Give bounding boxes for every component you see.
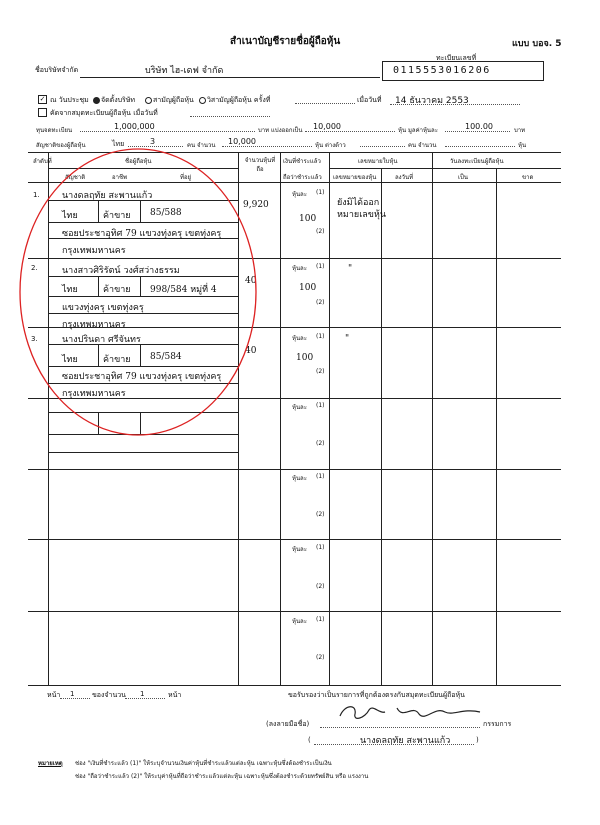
signature: [335, 700, 495, 724]
row3-occupation: ค้าขาย: [103, 355, 131, 365]
row2-mark2: (2): [316, 299, 325, 306]
meeting-date: 14 ธันวาคม 2553: [395, 96, 469, 106]
foreign-label: หุ้น ต่างด้าว: [315, 142, 346, 149]
row2-paid: 100: [299, 283, 317, 293]
sign-dots: [320, 727, 480, 728]
row1-cert-2: หมายเลขหุ้น: [337, 210, 387, 220]
signer-open-paren: (: [308, 736, 311, 744]
signer-name: นางดลฤทัย สะพานแก้ว: [360, 736, 451, 746]
col-occ-header: อาชีพ: [112, 174, 127, 181]
row1-province: กรุงเทพมหานคร: [62, 246, 126, 256]
row7-mark1: (1): [316, 616, 325, 623]
row1-occupation: ค้าขาย: [103, 211, 131, 221]
col-paid-header: เงินที่ชำระแล้ว: [283, 158, 321, 165]
reg-no: 0115553016206: [393, 65, 491, 76]
form-title: สำเนาบัญชีรายชื่อผู้ถือหุ้น: [230, 36, 341, 47]
persons-count-label-2: คน จำนวน: [408, 142, 437, 149]
col-reg-in-header: เป็น: [458, 174, 468, 181]
note-2: ช่อง "ถือว่าชำระแล้ว (2)" ให้ระบุค่าหุ้นที่ถือว่าชำระแล้วแต่ละหุ้น เฉพาะหุ้นซึ่งต้องชำระด้วยทรัพย์สิน หรือ แรงงาน: [75, 773, 369, 780]
row1-cert: ยังมิได้ออก: [337, 198, 380, 208]
page-total-label: ของจำนวน: [92, 691, 126, 699]
row6-per-share: หุ้นละ: [292, 546, 307, 553]
par-label: หุ้น มูลค่าหุ้นละ: [398, 127, 438, 134]
col-cert-date-header: ลงวันที่: [395, 174, 414, 181]
option-extraordinary-label: วิสามัญผู้ถือหุ้น ครั้งที่: [207, 96, 271, 104]
row2-mark1: (1): [316, 263, 325, 270]
row2-per-share: หุ้นละ: [292, 265, 307, 272]
row3-cert: ": [345, 334, 350, 344]
row2-no: 2.: [31, 264, 38, 272]
row1-shares: 9,920: [243, 200, 269, 210]
row4-per-share: หุ้นละ: [292, 404, 307, 411]
row2-shares: 40: [245, 276, 257, 286]
row3-mark1: (1): [316, 333, 325, 340]
col-cert-header: เลขหมายใบหุ้น: [358, 158, 398, 165]
nationality-label: สัญชาติของผู้ถือหุ้น: [36, 142, 86, 149]
col-addr-header: ที่อยู่: [180, 174, 192, 181]
signer-close-paren: ): [476, 736, 479, 744]
page-dots: [60, 698, 90, 699]
extract-label: คัดจากสมุดทะเบียนผู้ถือหุ้น เมื่อวันที่: [50, 109, 158, 117]
persons-count-label: คน จำนวน: [187, 142, 216, 149]
company-label: ชื่อบริษัทจำกัด: [35, 66, 79, 74]
row3-province: กรุงเทพมหานคร: [62, 389, 126, 399]
page-total-dots: [125, 698, 165, 699]
col-shares-header: จำนวนหุ้นที่ถือ: [244, 157, 276, 173]
par-value: 100.00: [465, 122, 493, 131]
col-cert-no-header: เลขหมายของหุ้น: [333, 174, 377, 181]
row2-name: นางสาวศิริรัตน์ วงศ์สว่างธรรม: [62, 266, 180, 276]
reg-capital-label: ทุนจดทะเบียน: [36, 127, 73, 134]
note-label: หมายเหตุ: [38, 760, 63, 767]
note-1: ช่อง "เงินที่ชำระแล้ว (1)" ให้ระบุจำนวนเงินค่าหุ้นที่ชำระแล้วแต่ละหุ้น เฉพาะหุ้นซึ่งต้องชำระเป็นเงิน: [75, 760, 332, 767]
row1-address-no: 85/588: [150, 208, 182, 218]
row2-province: กรุงเทพมหานคร: [62, 320, 126, 330]
row1-mark2: (2): [316, 228, 325, 235]
total-shares-value: 10,000: [313, 122, 341, 131]
row6-mark2: (2): [316, 583, 325, 590]
baht-split-label: บาท แบ่งออกเป็น: [258, 127, 303, 134]
row1-per-share: หุ้นละ: [292, 191, 307, 198]
row1-name: นางดลฤทัย สะพานแก้ว: [62, 191, 153, 201]
option-meeting-label: ณ วันประชุม: [50, 96, 89, 104]
row1-mark1: (1): [316, 189, 325, 196]
page-total: 1: [140, 690, 145, 698]
row3-per-share: หุ้นละ: [292, 335, 307, 342]
form-code: แบบ บอจ. 5: [512, 39, 562, 49]
certify-text: ขอรับรองว่าเป็นรายการที่ถูกต้องตรงกับสมุดทะเบียนผู้ถือหุ้น: [288, 691, 465, 699]
date-label: เมื่อวันที่: [357, 96, 382, 104]
row3-no: 3.: [31, 335, 38, 343]
checkbox-meeting[interactable]: ✓: [39, 95, 46, 103]
row7-per-share: หุ้นละ: [292, 618, 307, 625]
col-reg-header: วันลงทะเบียนผู้ถือหุ้น: [450, 158, 504, 165]
page-label: หน้า: [47, 691, 61, 699]
signer-dots: [314, 744, 474, 745]
row5-mark2: (2): [316, 511, 325, 518]
col-paid-sub-header: ถือว่าชำระแล้ว: [283, 174, 322, 181]
option-ordinary-label: สามัญผู้ถือหุ้น: [153, 96, 194, 104]
row2-address-no: 998/584 หมู่ที่ 4: [150, 285, 217, 295]
row3-address: ซอยประชาอุทิศ 79 แขวงทุ่งครุ เขตทุ่งครุ: [62, 372, 222, 382]
row1-nationality: ไทย: [62, 211, 78, 221]
row3-paid: 100: [296, 353, 314, 363]
row1-paid: 100: [299, 214, 317, 224]
thai-label: ไทย: [112, 140, 125, 148]
col-no-header: ลำดับที่: [33, 158, 52, 165]
row4-mark2: (2): [316, 440, 325, 447]
row7-mark2: (2): [316, 654, 325, 661]
reg-no-label: ทะเบียนเลขที่: [436, 54, 477, 62]
row2-nationality: ไทย: [62, 285, 78, 295]
col-nat-header: สัญชาติ: [65, 174, 86, 181]
col-name-header: ชื่อผู้ถือหุ้น: [125, 158, 152, 165]
row2-address: แขวงทุ่งครุ เขตทุ่งครุ: [62, 303, 144, 313]
page-number: 1: [70, 690, 75, 698]
thai-persons: 3: [150, 137, 156, 146]
shares-unit-label: หุ้น: [518, 142, 527, 149]
row4-mark1: (1): [316, 402, 325, 409]
row5-per-share: หุ้นละ: [292, 475, 307, 482]
company-name: บริษัท ไฮ-เดฟ จำกัด: [145, 66, 224, 76]
row3-address-no: 85/584: [150, 352, 182, 362]
sign-label: (ลงลายมือชื่อ): [266, 720, 310, 728]
row1-no: 1.: [33, 191, 40, 199]
row3-mark2: (2): [316, 368, 325, 375]
option-establish-label: จัดตั้งบริษัท: [101, 96, 136, 104]
page-suffix: หน้า: [168, 691, 182, 699]
director-label: กรรมการ: [483, 720, 512, 728]
row2-cert: ": [348, 264, 353, 274]
baht-label: บาท: [514, 127, 526, 134]
row1-address: ซอยประชาอุทิศ 79 แขวงทุ่งครุ เขตทุ่งครุ: [62, 229, 222, 239]
reg-capital-value: 1,000,000: [114, 122, 155, 131]
row2-occupation: ค้าขาย: [103, 285, 131, 295]
col-reg-out-header: ขาด: [522, 174, 534, 181]
row3-shares: 40: [245, 346, 257, 356]
row3-name: นางปรินดา ศรีจันทร: [62, 335, 141, 345]
row5-mark1: (1): [316, 473, 325, 480]
row6-mark1: (1): [316, 544, 325, 551]
row3-nationality: ไทย: [62, 355, 78, 365]
thai-shares: 10,000: [228, 137, 256, 146]
